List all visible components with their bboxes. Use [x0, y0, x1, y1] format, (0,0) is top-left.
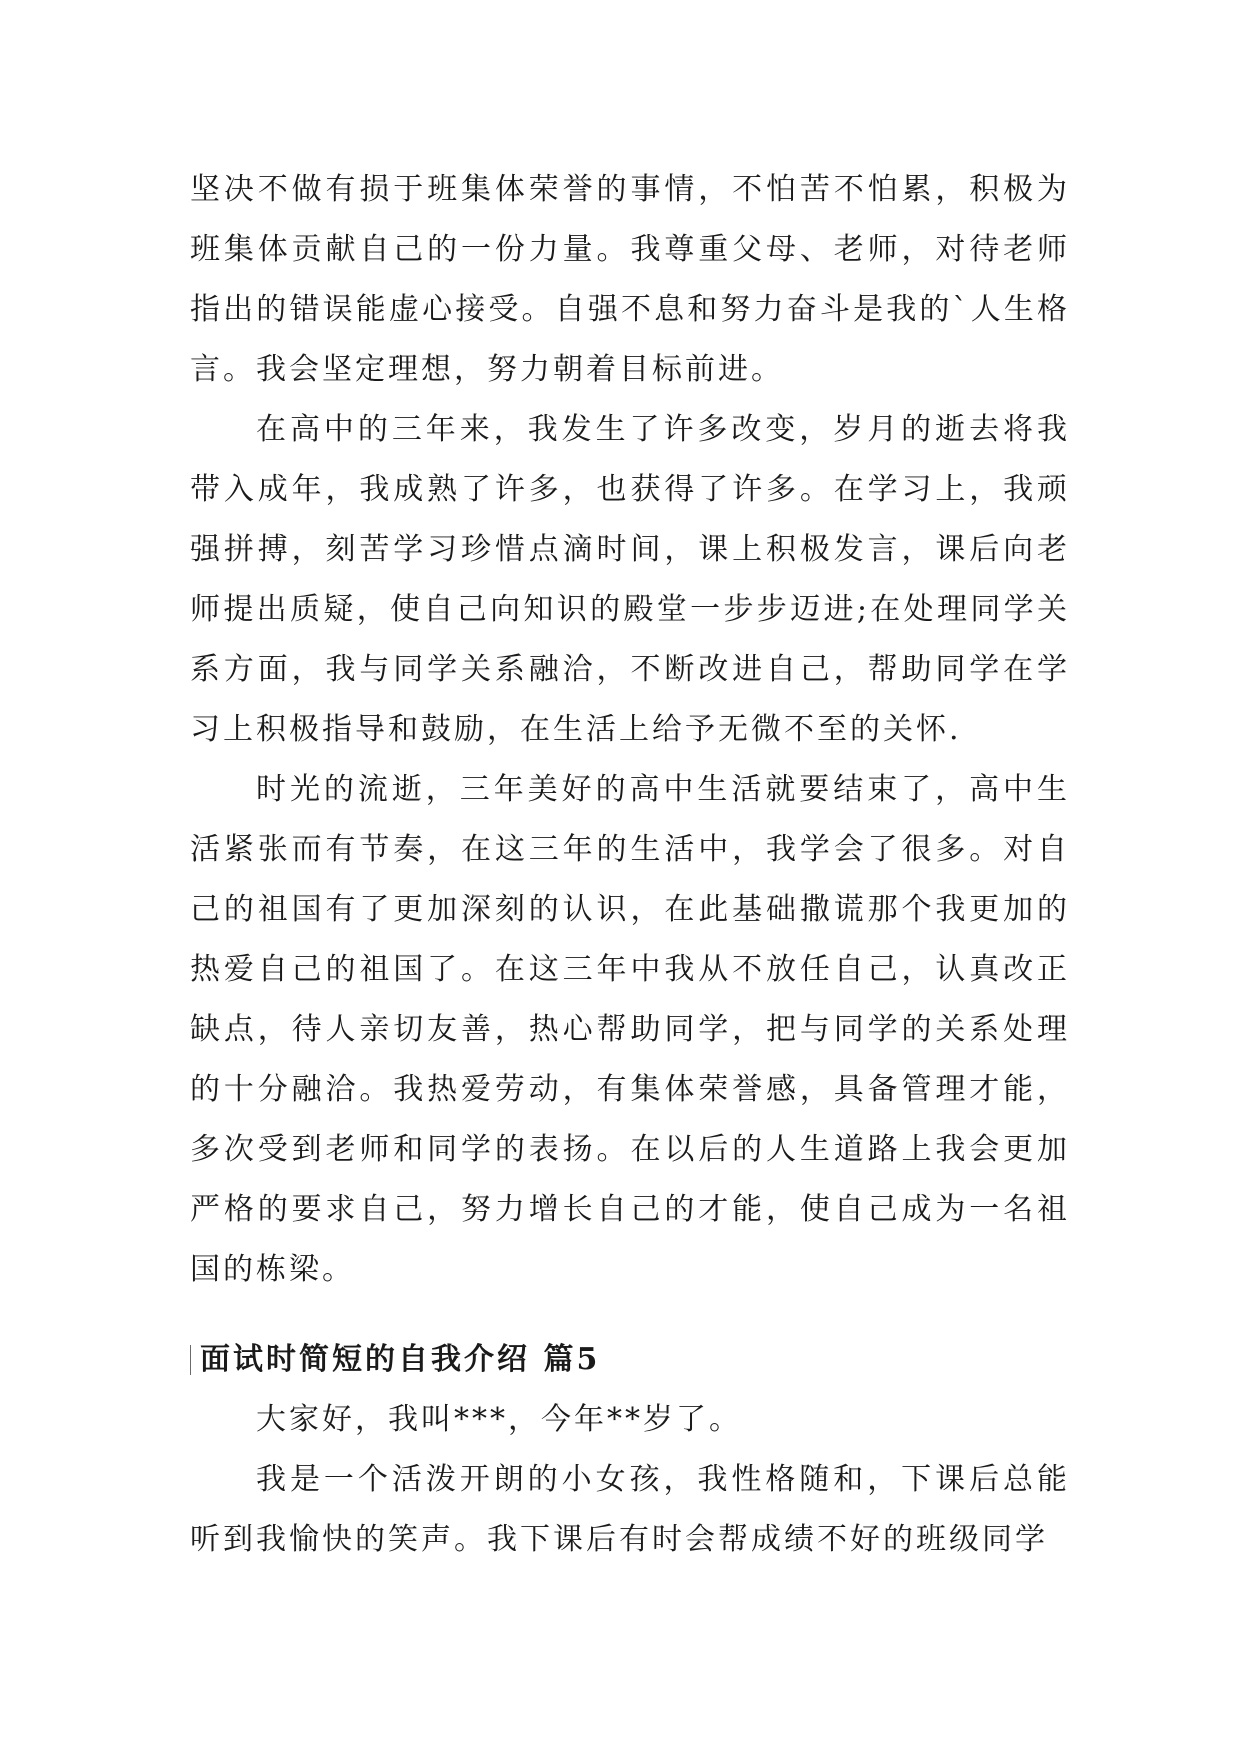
- paragraph-continuation: 坚决不做有损于班集体荣誉的事情，不怕苦不怕累，积极为班集体贡献自己的一份力量。我尊重父母、老师，对待老师指出的错误能虚心接受。自强不息和努力奋斗是我的`人生格言。我会坚定理想，努力朝着目标前进。: [190, 172, 1070, 387]
- section-heading-text: 面试时简短的自我介绍 篇5: [200, 1342, 601, 1377]
- section-spacer: [190, 1300, 1070, 1330]
- heading-marker-bar: [190, 1345, 191, 1375]
- paragraph-personality: 我是一个活泼开朗的小女孩，我性格随和，下课后总能听到我愉快的笑声。我下课后有时会帮成绩不好的班级同学: [190, 1462, 1070, 1557]
- paragraph-greeting: 大家好，我叫***，今年**岁了。: [256, 1402, 742, 1437]
- paragraph-time-passing: 时光的流逝，三年美好的高中生活就要结束了，高中生活紧张而有节奏，在这三年的生活中，我学会了很多。对自己的祖国有了更加深刻的认识，在此基础撒谎那个我更加的热爱自己的祖国了。在这三年中我从不放任自己，认真改正缺点，待人亲切友善，热心帮助同学，把与同学的关系处理的十分融洽。我热爱劳动，有集体荣誉感，具备管理才能，多次受到老师和同学的表扬。在以后的人生道路上我会更加严格的要求自己，努力增长自己的才能，使自己成为一名祖国的栋梁。: [190, 772, 1070, 1287]
- section-heading: [190, 1330, 1070, 1390]
- paragraph-high-school-changes: 在高中的三年来，我发生了许多改变，岁月的逝去将我带入成年，我成熟了许多，也获得了许多。在学习上，我顽强拼搏，刻苦学习珍惜点滴时间，课上积极发言，课后向老师提出质疑，使自己向知识的殿堂一步步迈进;在处理同学关系方面，我与同学关系融洽，不断改进自己，帮助同学在学习上积极指导和鼓励，在生活上给予无微不至的关怀.: [190, 412, 1070, 747]
- document-body: [190, 160, 1070, 1570]
